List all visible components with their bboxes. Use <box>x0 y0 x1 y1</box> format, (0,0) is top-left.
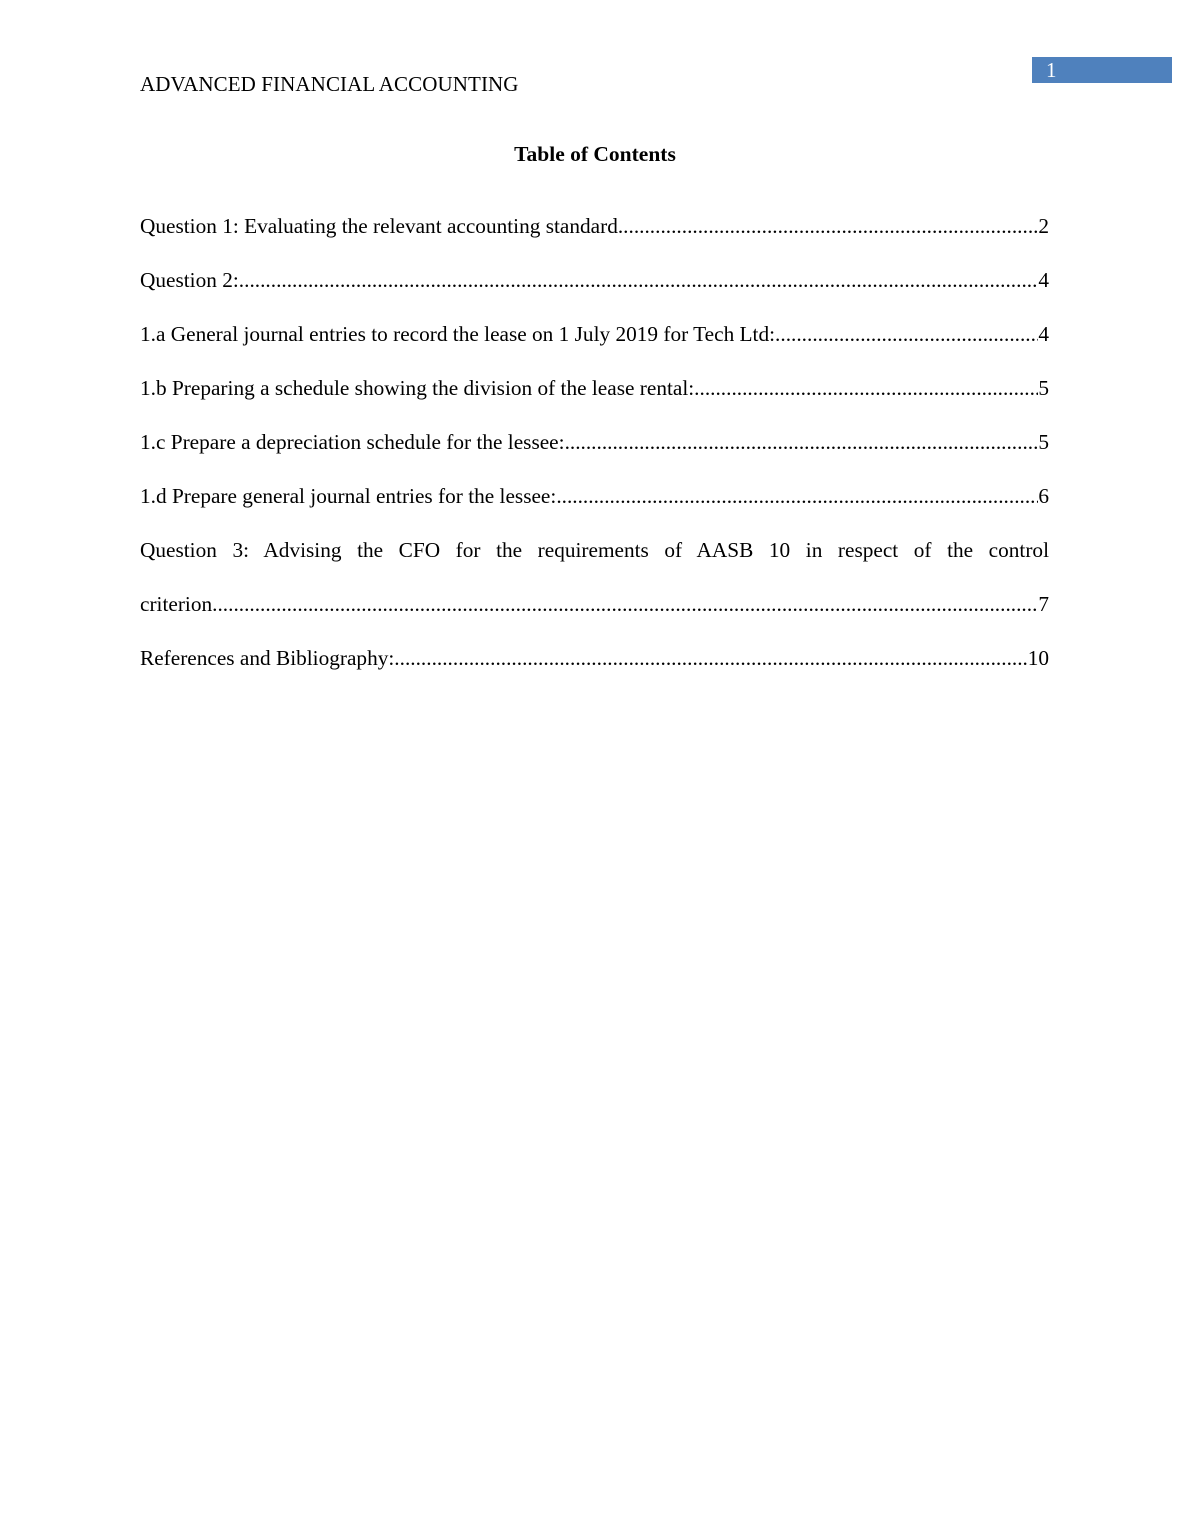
toc-entry-1a[interactable] <box>140 320 1049 374</box>
toc-dot-leader <box>239 266 1039 294</box>
toc-entry-label: Question 1: Evaluating the relevant accounting standard <box>140 214 618 238</box>
toc-entry-continuation <box>140 590 1049 644</box>
toc-entry-label: 1.b Preparing a schedule showing the division of the lease rental: <box>140 376 695 400</box>
toc-entry-question-3[interactable] <box>140 536 1049 644</box>
toc-entry-1d[interactable] <box>140 482 1049 536</box>
toc-entry-label: Question 2: <box>140 268 239 292</box>
toc-entry-page: 4 <box>1038 268 1049 292</box>
toc-entry-label: 1.c Prepare a depreciation schedule for the lessee: <box>140 430 565 454</box>
toc-entry-page: 10 <box>1027 646 1049 670</box>
toc-entry-label: Question 3: Advising the CFO for the requirements of AASB 10 in respect of the control <box>140 538 1049 562</box>
toc-dot-leader <box>394 644 1027 672</box>
toc-entry-page: 4 <box>1038 322 1049 346</box>
toc-entry-label: criterion <box>140 592 213 616</box>
toc-dot-leader <box>618 212 1038 240</box>
toc-entry-1b[interactable] <box>140 374 1049 428</box>
toc-entry-label: 1.d Prepare general journal entries for the lessee: <box>140 484 557 508</box>
page-number: 1 <box>1046 58 1057 82</box>
toc-entry-question-1[interactable] <box>140 212 1049 266</box>
toc-title: Table of Contents <box>514 142 676 166</box>
toc-entry-label: 1.a General journal entries to record the lease on 1 July 2019 for Tech Ltd: <box>140 322 776 346</box>
toc-entry-label: References and Bibliography: <box>140 646 395 670</box>
page-number-badge <box>1032 57 1172 83</box>
toc-entry-page: 5 <box>1038 376 1049 400</box>
toc-entry-page: 5 <box>1038 430 1049 454</box>
toc-dot-leader <box>694 374 1038 402</box>
toc-entry-page: 7 <box>1038 592 1049 616</box>
toc-entry-page: 2 <box>1038 214 1049 238</box>
toc-entry-references[interactable] <box>140 644 1049 698</box>
toc-entry-1c[interactable] <box>140 428 1049 482</box>
running-head: ADVANCED FINANCIAL ACCOUNTING <box>140 72 519 96</box>
toc-dot-leader <box>565 428 1039 456</box>
toc-dot-leader <box>212 590 1038 618</box>
toc-dot-leader <box>775 320 1038 348</box>
toc-entry-page: 6 <box>1038 484 1049 508</box>
table-of-contents <box>140 212 1049 698</box>
toc-dot-leader <box>556 482 1038 510</box>
toc-entry-question-2[interactable] <box>140 266 1049 320</box>
